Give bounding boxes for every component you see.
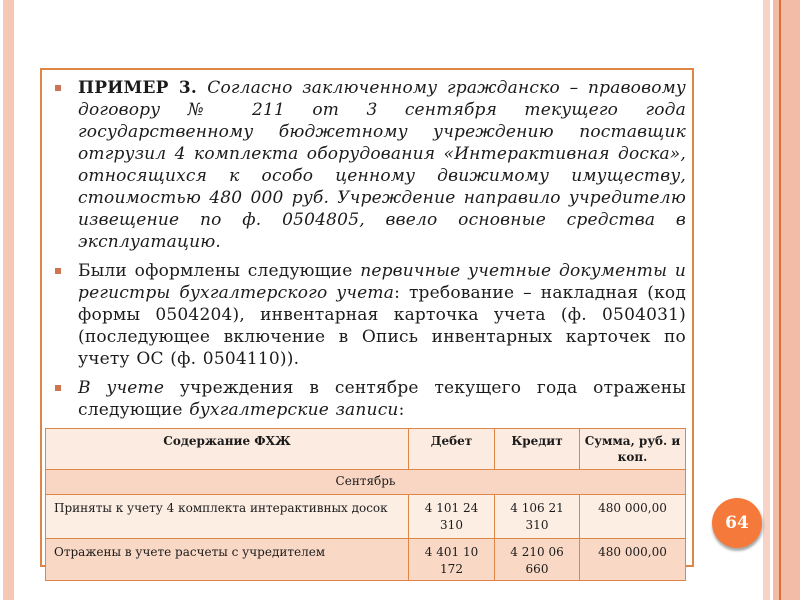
right-thin-stripe <box>763 0 770 600</box>
left-edge-stripe <box>3 0 14 600</box>
column-header-content: Содержание ФХЖ <box>46 429 409 470</box>
right-band-stripe <box>773 0 800 600</box>
code-line: 660 <box>525 562 549 576</box>
table-row <box>46 539 686 581</box>
table-header-row <box>46 429 686 470</box>
bullet-item-records <box>45 377 686 421</box>
cell-content: Отражены в учете расчеты с учредителем <box>46 539 409 581</box>
text-run: первичные учетные документы и регистры бухгалтерского учета <box>78 261 686 303</box>
bullet-item-example <box>45 77 686 253</box>
column-header-amount: Сумма, руб. и коп. <box>580 429 686 470</box>
text-run: Были оформлены следующие <box>78 261 361 281</box>
code-line: 310 <box>525 518 549 532</box>
cell-debit <box>409 495 495 539</box>
code-line: 4 101 24 <box>424 501 479 515</box>
page-number: 64 <box>725 513 749 533</box>
text-run: бухгалтерские записи <box>189 400 399 420</box>
text-run: учреждения в сентябре текущего года отражены следующие <box>78 378 686 420</box>
page-number-badge <box>712 498 762 548</box>
cell-amount: 480 000,00 <box>580 495 686 539</box>
bullet-text <box>78 377 686 421</box>
text-run: : требование – накладная (код формы 0504204), инвентарная карточка учета (ф. 0504031) (последующее включение в Опись инвентарных карточек по учету ОС (ф. 0504110)). <box>78 283 686 369</box>
bullet-square-icon <box>55 85 61 91</box>
bullet-text <box>78 77 686 253</box>
bullet-list <box>45 77 686 421</box>
text-run: ПРИМЕР 3. <box>78 78 208 98</box>
bullet-text <box>78 260 686 370</box>
bullet-item-documents <box>45 260 686 370</box>
accounting-entries-table <box>45 428 686 581</box>
bullet-square-icon <box>55 385 61 391</box>
cell-credit <box>495 539 580 581</box>
bullet-square-icon <box>55 268 61 274</box>
text-run: : <box>398 400 405 420</box>
column-header-credit: Кредит <box>495 429 580 470</box>
text-run: В учете <box>78 378 165 398</box>
code-line: 172 <box>440 562 463 576</box>
content-box <box>40 68 694 576</box>
cell-credit <box>495 495 580 539</box>
code-line: 4 106 21 <box>510 501 564 515</box>
code-line: 4 401 10 <box>424 545 479 559</box>
column-header-debit: Дебет <box>409 429 495 470</box>
right-band-accent-line <box>779 0 781 600</box>
table-row <box>46 495 686 539</box>
month-section-row <box>46 470 686 495</box>
cell-amount: 480 000,00 <box>580 539 686 581</box>
cell-debit <box>409 539 495 581</box>
cell-content: Приняты к учету 4 комплекта интерактивных досок <box>46 495 409 539</box>
code-line: 310 <box>440 518 463 532</box>
code-line: 4 210 06 <box>510 545 564 559</box>
text-run: Согласно заключенному гражданско – правовому договору № 211 от 3 сентября текущего года государственному бюджетному учреждению поставщик отгрузил 4 комплекта оборудования «Интерактивная доска», относящихся к особо ценному движимому имуществу, стоимостью 480 000 руб. Учреждение направило учредителю извещение по ф. 0504805, ввело основные средства в эксплуатацию. <box>78 78 686 252</box>
month-section-cell: Сентябрь <box>46 470 686 495</box>
